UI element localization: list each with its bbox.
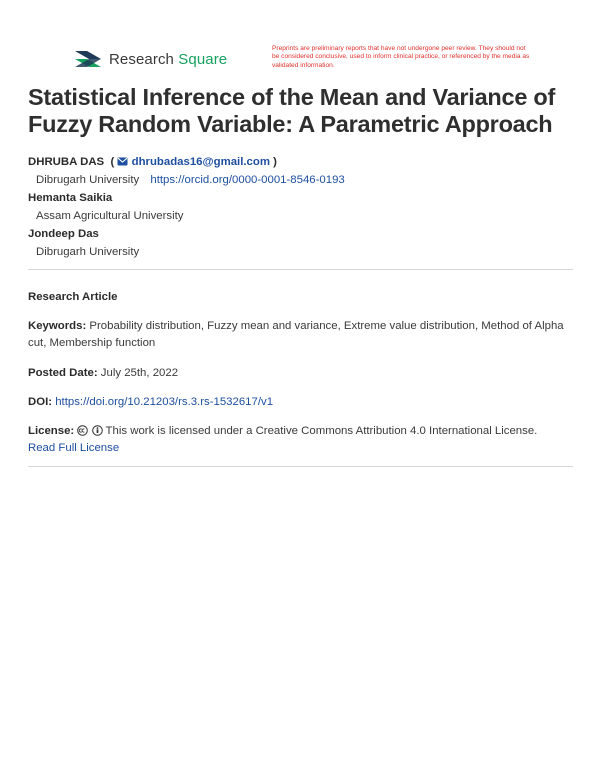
keywords: [28, 318, 576, 352]
divider: [28, 269, 573, 270]
read-full-license-link[interactable]: Read Full License: [28, 442, 120, 454]
author-email-link[interactable]: dhrubadas16@gmail.com: [131, 156, 270, 168]
article-type: Research Article: [28, 291, 118, 303]
license: [28, 423, 576, 457]
orcid-link[interactable]: https://orcid.org/0000-0001-8546-0193: [150, 174, 345, 186]
author-entry: [28, 189, 576, 207]
posted-date-value: July 25th, 2022: [100, 367, 179, 379]
keywords-label: Keywords:: [28, 320, 87, 332]
preprint-disclaimer: Preprints are preliminary reports that have not undergone peer review. They should not be considered conclusive, used to inform clinical practice, or referenced by the media as validated information.: [272, 45, 530, 69]
posted-date-label: Posted Date:: [28, 367, 98, 379]
keywords-value: Probability distribution, Fuzzy mean and variance, Extreme value distribution, Method of Alpha cut, Membership function: [28, 320, 564, 349]
author-affiliation-row: [28, 171, 576, 189]
author-list: [28, 153, 576, 261]
by-attribution-icon: [92, 425, 103, 436]
cc-icon: [77, 425, 88, 436]
paper-title: Statistical Inference of the Mean and Variance of Fuzzy Random Variable: A Parametric Approach: [28, 84, 556, 137]
divider: [28, 466, 573, 467]
author-affiliation: Assam Agricultural University: [36, 210, 184, 222]
author-name: Hemanta Saikia: [28, 192, 113, 204]
research-square-logo-icon: [74, 48, 102, 70]
author-entry: [28, 225, 576, 243]
posted-date: [28, 365, 576, 382]
license-label: License:: [28, 425, 75, 437]
license-text: This work is licensed under a Creative Commons Attribution 4.0 International License.: [105, 425, 538, 437]
author-affiliation: Dibrugarh University: [36, 246, 140, 258]
research-square-logo[interactable]: [74, 48, 227, 70]
brand-name: Research Square: [109, 50, 228, 68]
doi: [28, 394, 576, 411]
author-name: DHRUBA DAS: [28, 156, 105, 168]
author-entry: DHRUBA DAS ( dhrubadas16@gmail.com ): [28, 156, 277, 168]
doi-label: DOI:: [28, 396, 53, 408]
mail-icon: [117, 157, 128, 166]
author-affiliation: Dibrugarh University: [36, 174, 140, 186]
doi-link[interactable]: https://doi.org/10.21203/rs.3.rs-1532617/v1: [55, 396, 274, 408]
author-name: Jondeep Das: [28, 228, 99, 240]
